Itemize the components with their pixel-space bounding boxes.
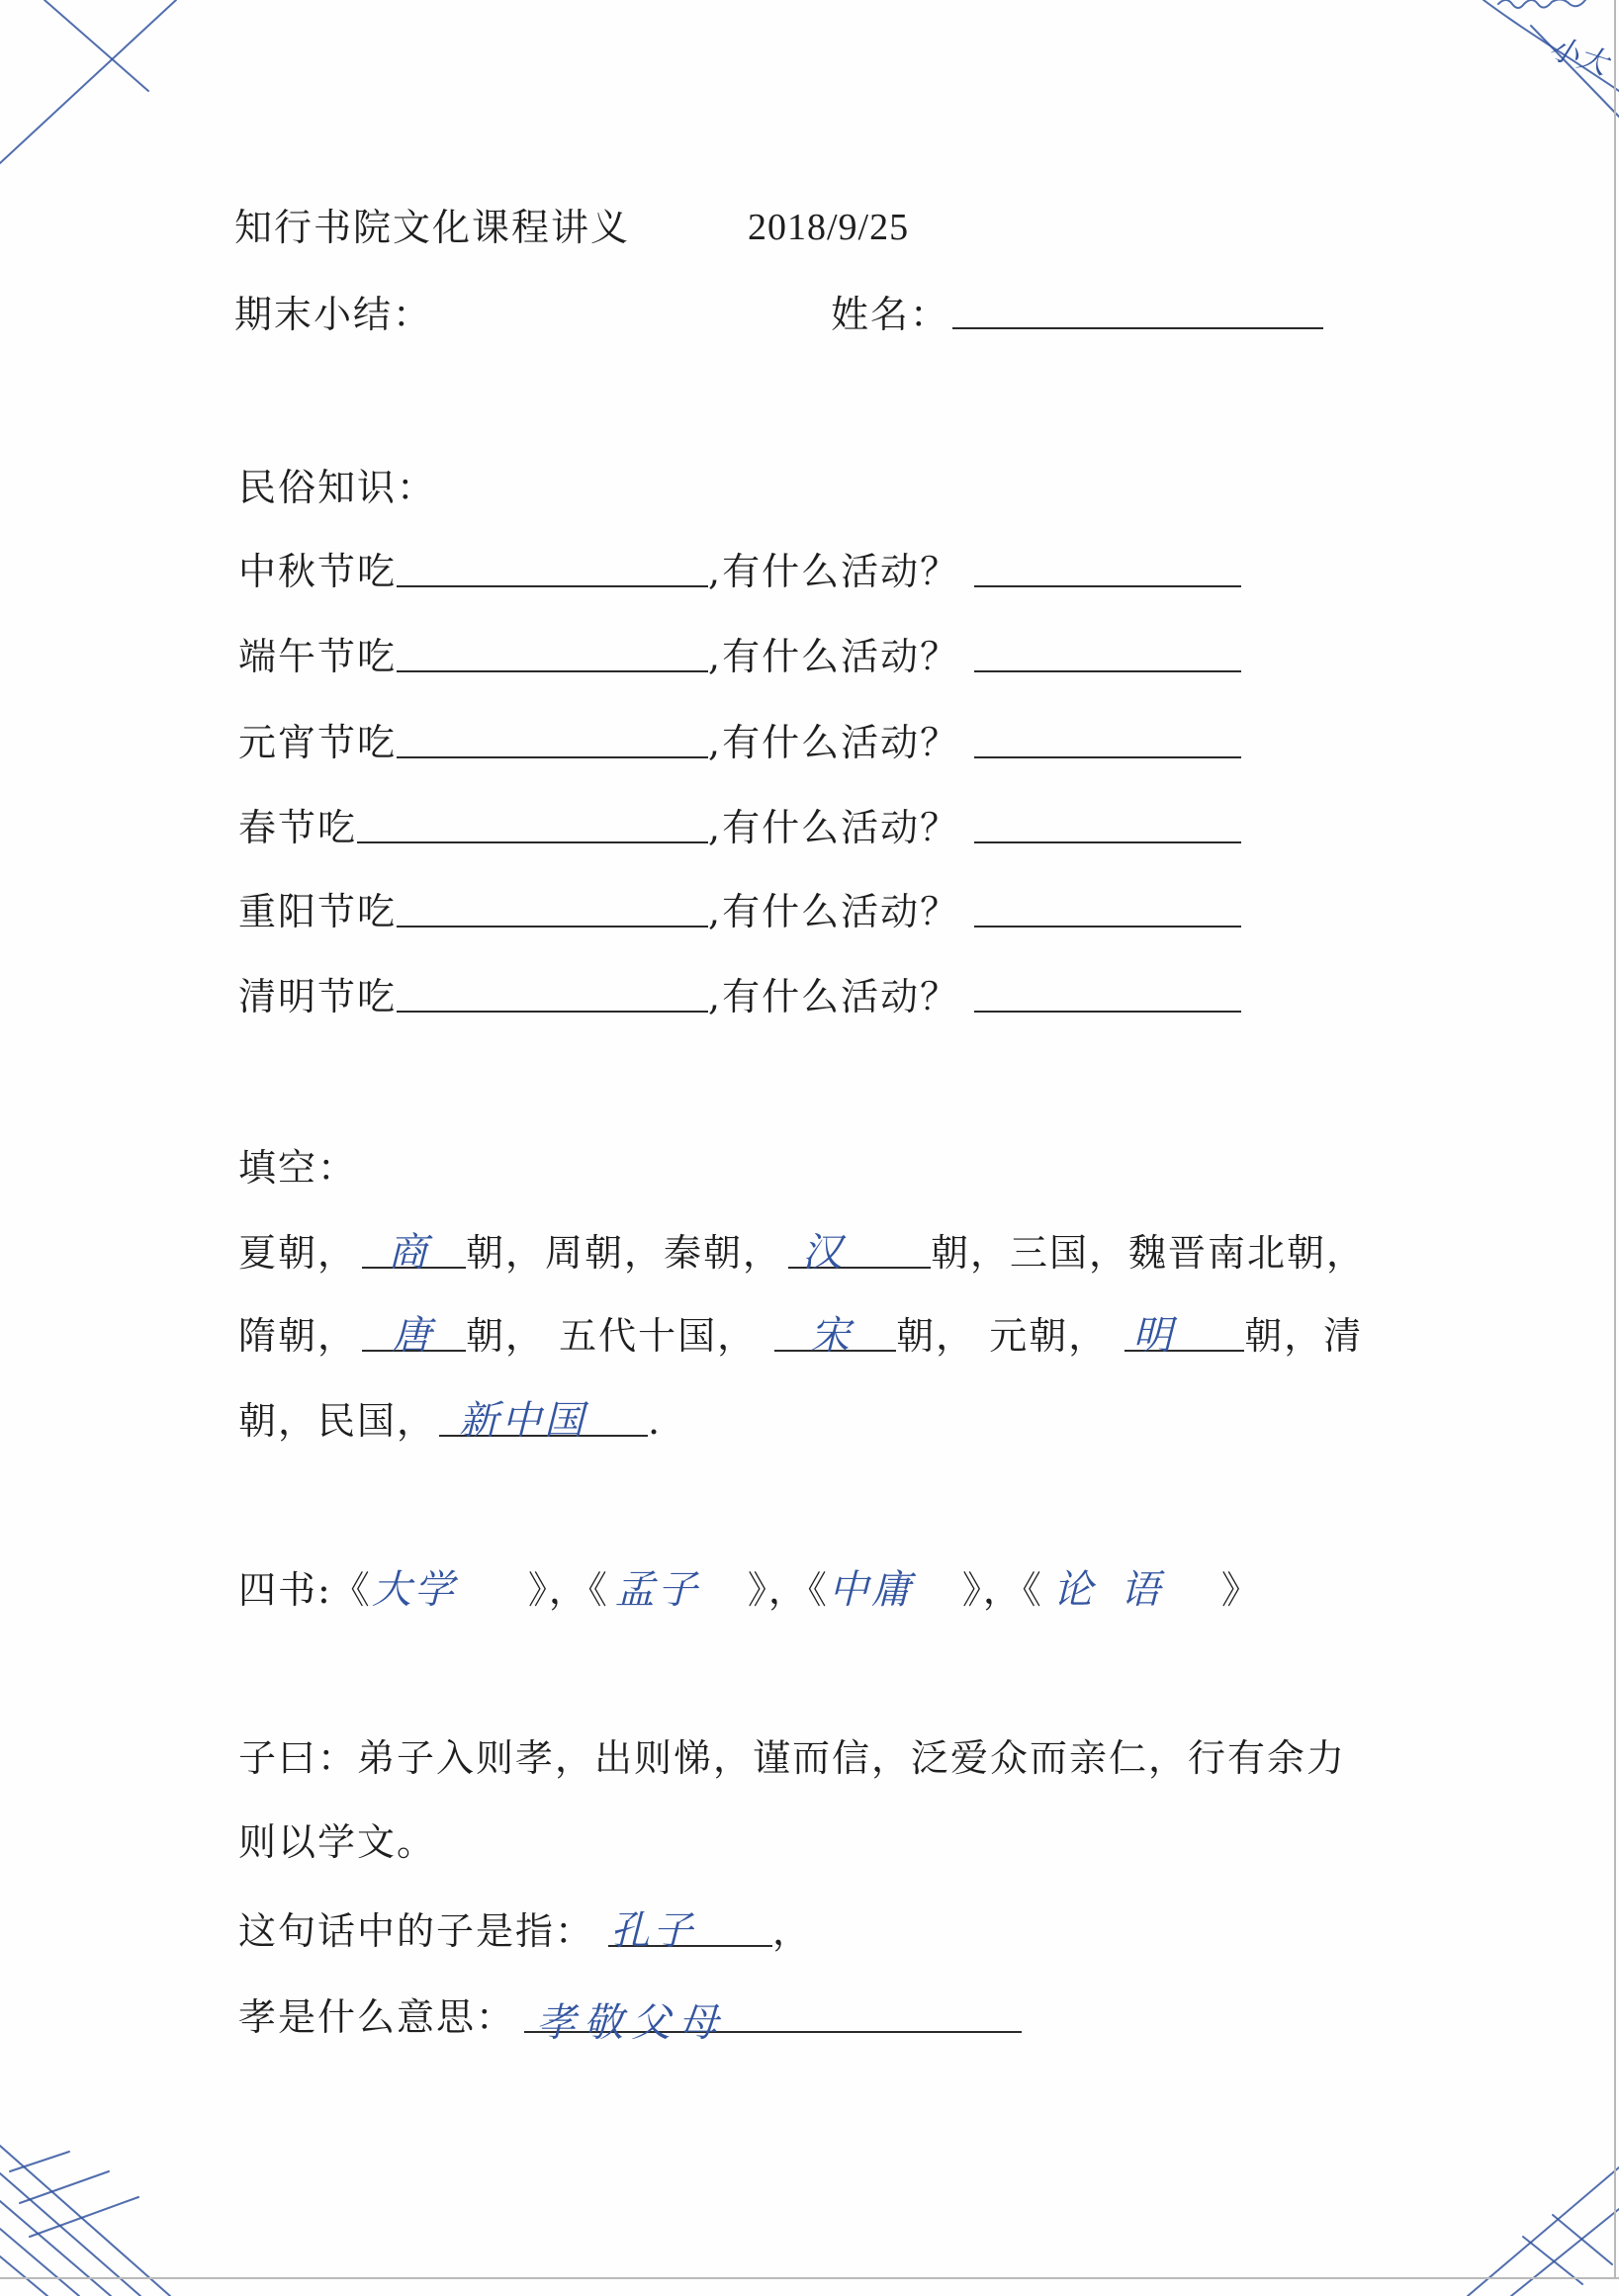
book-slot — [372, 1568, 528, 1612]
activity-blank — [974, 637, 1241, 672]
name-blank — [952, 293, 1323, 329]
activity-question: ,有什么活动？ — [708, 890, 960, 933]
bottom-left-pen-hatching — [0, 2146, 170, 2296]
food-question — [238, 890, 708, 933]
handwritten-answer: 宋 — [810, 1313, 854, 1359]
question-who-is-zi — [238, 1909, 812, 1953]
quote-line-1: 子曰：弟子入则孝，出则悌，谨而信，泛爱众而亲仁，行有余力 — [238, 1736, 1347, 1780]
festival-label: 元宵节吃 — [238, 721, 398, 764]
dynasty-text: 夏朝， — [238, 1231, 358, 1275]
food-blank — [397, 637, 708, 672]
dynasty-text: 朝，三国，魏晋南北朝， — [931, 1231, 1367, 1275]
folk-row-dragon-boat — [238, 635, 1241, 678]
folk-row-double-ninth — [238, 890, 1241, 933]
pen-stroke — [20, 2171, 109, 2203]
question-label: 孝是什么意思： — [238, 1995, 516, 2039]
folk-row-qingming — [238, 975, 1241, 1018]
handwritten-answer: 论语 — [1052, 1567, 1188, 1613]
dynasty-blank — [788, 1230, 931, 1276]
pen-stroke — [1468, 2167, 1619, 2296]
food-question — [238, 550, 708, 593]
pen-stroke — [1511, 2209, 1619, 2296]
food-blank — [397, 552, 708, 587]
book-slot — [829, 1568, 962, 1612]
handwritten-answer: 孝敬父母 — [536, 2000, 727, 2046]
activity-blank — [974, 552, 1241, 587]
question-label: 这句话中的子是指： — [238, 1909, 595, 1953]
pen-stroke — [0, 2256, 47, 2296]
handwritten-answer: 汉 — [802, 1230, 846, 1276]
fill-heading: 填空： — [238, 1146, 358, 1190]
dynasty-blank — [362, 1230, 466, 1276]
dynasty-text: 朝， 元朝， — [896, 1314, 1109, 1358]
dynasty-blank — [774, 1313, 896, 1359]
question-meaning-of-xiao — [238, 1995, 1022, 2046]
quote-line-2: 则以学文。 — [238, 1820, 437, 1864]
activity-blank — [974, 808, 1241, 843]
answer-blank — [524, 1997, 1022, 2046]
book-separator: 》，《 — [527, 1568, 609, 1612]
book-separator: 》，《 — [961, 1568, 1043, 1612]
handout-title: 知行书院文化课程讲义 — [234, 206, 631, 249]
folk-row-lantern — [238, 721, 1241, 764]
dynasty-text: 朝，清 — [1244, 1314, 1364, 1358]
four-books-line — [238, 1568, 1261, 1612]
pen-stroke — [0, 0, 176, 163]
pen-stroke — [0, 2201, 111, 2296]
dynasty-text: 朝， 五代十国， — [466, 1314, 758, 1358]
handwritten-answer: 商 — [388, 1230, 431, 1276]
dynasty-line-3 — [238, 1399, 662, 1443]
dynasty-blank — [362, 1313, 466, 1359]
activity-blank — [974, 977, 1241, 1013]
book-slot — [609, 1568, 748, 1612]
activity-question: ,有什么活动？ — [708, 635, 960, 678]
festival-label: 端午节吃 — [238, 635, 398, 678]
handwritten-answer: 唐 — [392, 1313, 435, 1359]
book-slot — [1043, 1568, 1221, 1612]
folk-row-spring — [238, 806, 1241, 849]
activity-question: ,有什么活动？ — [708, 550, 960, 593]
handwritten-answer: 孟子 — [614, 1567, 700, 1613]
pen-stroke — [1523, 2237, 1582, 2284]
handwritten-answer: 孔子 — [610, 1908, 696, 1954]
margin-note-handwriting: 小大 — [1545, 31, 1612, 82]
dynasty-line-1 — [238, 1231, 1366, 1275]
dynasty-text: 朝，周朝，秦朝， — [466, 1231, 783, 1275]
activity-question: ,有什么活动？ — [708, 806, 960, 849]
bottom-right-pen-strokes — [1468, 2167, 1619, 2296]
pen-stroke — [0, 2146, 170, 2296]
festival-label: 重阳节吃 — [238, 890, 398, 933]
handwritten-answer: 大学 — [371, 1567, 457, 1613]
name-label: 姓名： — [831, 293, 950, 336]
festival-label: 清明节吃 — [238, 975, 398, 1018]
pen-stroke — [0, 2229, 79, 2296]
dynasty-line-2 — [238, 1314, 1363, 1358]
festival-label: 中秋节吃 — [238, 550, 398, 593]
handwritten-answer: 明 — [1132, 1313, 1176, 1359]
activity-question: ,有什么活动？ — [708, 975, 960, 1018]
handout-date: 2018/9/25 — [748, 207, 910, 248]
food-blank — [397, 723, 708, 758]
book-separator: 》，《 — [747, 1568, 829, 1612]
folk-row-mid-autumn — [238, 550, 1241, 593]
dynasty-blank — [1124, 1313, 1244, 1359]
book-closing: 》 — [1220, 1568, 1261, 1612]
food-question — [238, 975, 708, 1018]
summary-label: 期末小结： — [234, 293, 433, 336]
pen-scribble — [1498, 0, 1585, 8]
pen-stroke — [30, 2197, 138, 2237]
dynasty-text: . — [648, 1399, 663, 1443]
festival-label: 春节吃 — [238, 806, 358, 849]
pen-stroke — [10, 2152, 69, 2171]
food-blank — [397, 977, 708, 1013]
activity-blank — [974, 892, 1241, 927]
food-question — [238, 806, 708, 849]
dynasty-blank — [439, 1398, 648, 1444]
pen-stroke — [0, 2173, 140, 2296]
food-question — [238, 635, 708, 678]
four-books-label: 四书:《 — [238, 1568, 372, 1612]
food-blank — [357, 808, 708, 843]
activity-question: ,有什么活动？ — [708, 721, 960, 764]
pen-stroke — [45, 0, 148, 91]
answer-blank — [608, 1908, 772, 1954]
dynasty-text: 隋朝， — [238, 1314, 358, 1358]
activity-blank — [974, 723, 1241, 758]
pen-stroke — [1553, 2215, 1612, 2264]
folk-heading: 民俗知识： — [238, 466, 437, 509]
handwritten-answer: 中庸 — [828, 1567, 914, 1613]
handwritten-answer: 新中国 — [459, 1398, 587, 1444]
food-blank — [397, 892, 708, 927]
top-left-pen-strokes — [0, 0, 176, 163]
question-suffix: ， — [772, 1909, 813, 1953]
food-question — [238, 721, 708, 764]
dynasty-text: 朝，民国， — [238, 1399, 437, 1443]
